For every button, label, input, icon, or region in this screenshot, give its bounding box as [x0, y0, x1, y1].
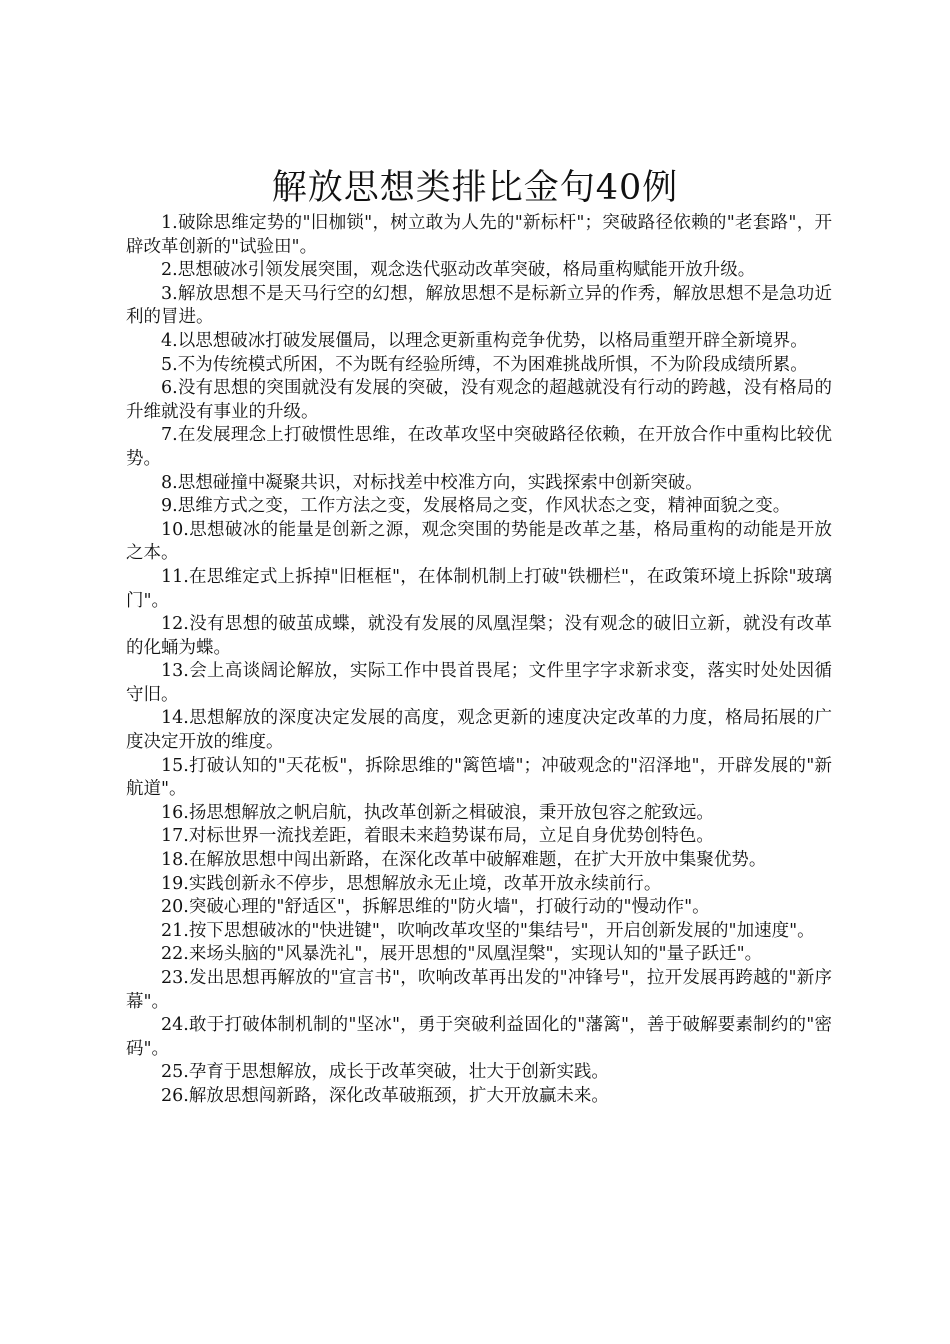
paragraph-26: 26.解放思想闯新路，深化改革破瓶颈，扩大开放赢未来。	[161, 1085, 609, 1106]
paragraph-18: 18.在解放思想中闯出新路，在深化改革中破解难题，在扩大开放中集聚优势。	[161, 850, 767, 871]
paragraph-9: 9.思维方式之变，工作方法之变，发展格局之变，作风状态之变，精神面貌之变。	[161, 496, 791, 517]
paragraph-13: 13.会上高谈阔论解放，实际工作中畏首畏尾；文件里字字求新求变，落实时处处因循守旧。	[126, 661, 832, 705]
paragraph-22: 22.来场头脑的"风暴洗礼"，展开思想的"凤凰涅槃"，实现认知的"量子跃迁"。	[161, 944, 763, 965]
paragraph-7: 7.在发展理念上打破惯性思维，在改革攻坚中突破路径依赖，在开放合作中重构比较优势。	[126, 425, 832, 469]
paragraph-2: 2.思想破冰引领发展突围，观念迭代驱动改革突破，格局重构赋能开放升级。	[161, 260, 756, 281]
paragraph-20: 20.突破心理的"舒适区"，拆解思维的"防火墙"，打破行动的"慢动作"。	[161, 897, 710, 918]
paragraph-12: 12.没有思想的破茧成蝶，就没有发展的凤凰涅槃；没有观念的破旧立新，就没有改革的化蛹为蝶。	[126, 614, 832, 658]
document-title: 解放思想类排比金句40例	[271, 168, 679, 208]
paragraph-1: 1.破除思维定势的"旧枷锁"，树立敢为人先的"新标杆"；突破路径依赖的"老套路"，开辟改革创新的"试验田"。	[126, 213, 832, 257]
paragraph-3: 3.解放思想不是天马行空的幻想，解放思想不是标新立异的作秀，解放思想不是急功近利的冒进。	[126, 283, 832, 328]
paragraph-16: 16.扬思想解放之帆启航，执改革创新之楫破浪，秉开放包容之舵致远。	[161, 802, 714, 823]
paragraph-10: 10.思想破冰的能量是创新之源，观念突围的势能是改革之基，格局重构的动能是开放之本。	[126, 519, 832, 564]
paragraph-14: 14.思想解放的深度决定发展的高度，观念更新的速度决定改革的力度，格局拓展的广度决定开放的维度。	[126, 708, 832, 753]
paragraph-23: 23.发出思想再解放的"宣言书"，吹响改革再出发的"冲锋号"，拉开发展再跨越的"新序幕"。	[126, 968, 832, 1012]
paragraph-6: 6.没有思想的突围就没有发展的突破，没有观念的超越就没有行动的跨越，没有格局的升维就没有事业的升级。	[126, 378, 832, 422]
paragraph-25: 25.孕育于思想解放，成长于改革突破，壮大于创新实践。	[161, 1062, 609, 1083]
paragraph-21: 21.按下思想破冰的"快进键"，吹响改革攻坚的"集结号"，开启创新发展的"加速度"。	[161, 920, 815, 941]
paragraph-24: 24.敢于打破体制机制的"坚冰"，勇于突破利益固化的"藩篱"，善于破解要素制约的"密码"。	[126, 1015, 832, 1059]
paragraph-11: 11.在思维定式上拆掉"旧框框"，在体制机制上打破"铁栅栏"，在政策环境上拆除"玻璃门"。	[126, 566, 832, 611]
paragraph-15: 15.打破认知的"天花板"，拆除思维的"篱笆墙"；冲破观念的"沼泽地"，开辟发展的"新航道"。	[126, 755, 832, 800]
paragraph-17: 17.对标世界一流找差距，着眼未来趋势谋布局，立足自身优势创特色。	[161, 826, 714, 847]
paragraph-8: 8.思想碰撞中凝聚共识，对标找差中校准方向，实践探索中创新突破。	[161, 472, 703, 493]
paragraph-4: 4.以思想破冰打破发展僵局，以理念更新重构竞争优势，以格局重塑开辟全新境界。	[161, 330, 808, 351]
paragraph-19: 19.实践创新永不停步，思想解放永无止境，改革开放永续前行。	[161, 873, 662, 894]
document-body	[126, 212, 832, 1109]
paragraph-5: 5.不为传统模式所困，不为既有经验所缚，不为困难挑战所惧，不为阶段成绩所累。	[161, 354, 808, 375]
